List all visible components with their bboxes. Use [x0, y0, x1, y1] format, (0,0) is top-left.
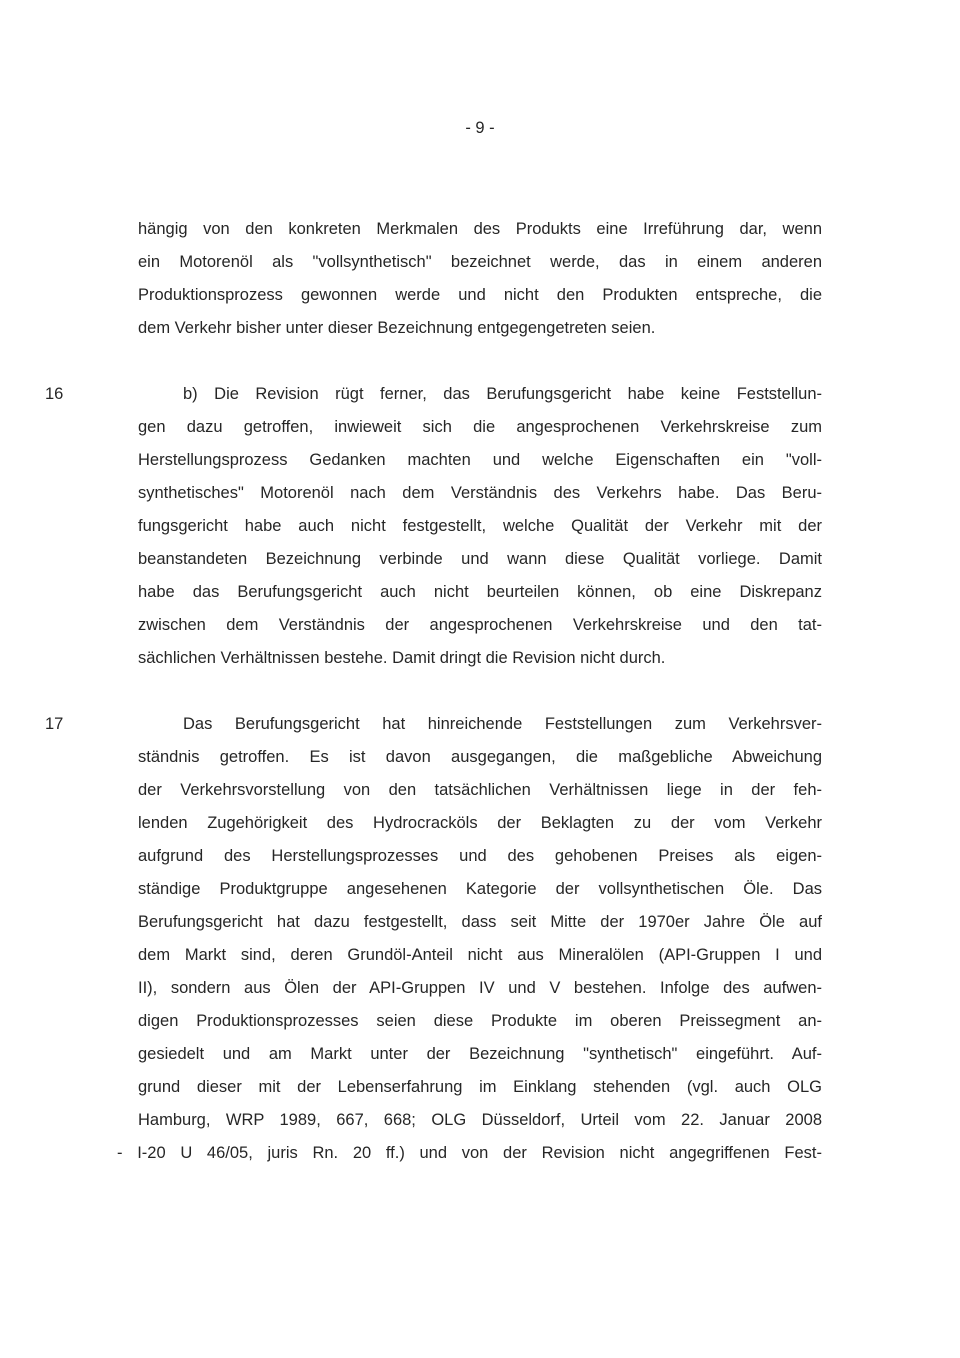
text-line: digen Produktionsprozesses seien diese Produkte im oberen Preissegment an-	[138, 1012, 822, 1030]
text-line: Berufungsgericht hat dazu festgestellt, dass seit Mitte der 1970er Jahre Öle auf	[138, 913, 822, 931]
text-line: gesiedelt und am Markt unter der Bezeichnung "synthetisch" eingeführt. Auf-	[138, 1045, 822, 1063]
margin-number: 17	[45, 715, 64, 733]
text-line: habe das Berufungsgericht auch nicht beurteilen können, ob eine Diskrepanz	[138, 583, 822, 601]
text-line: ein Motorenöl als "vollsynthetisch" bezeichnet werde, das in einem anderen	[138, 253, 822, 271]
text-line: b) Die Revision rügt ferner, das Berufungsgericht habe keine Feststellun-	[183, 385, 822, 403]
text-line: beanstandeten Bezeichnung verbinde und wann diese Qualität vorliege. Damit	[138, 550, 822, 568]
text-line: der Verkehrsvorstellung von den tatsächlichen Verhältnissen liege in der feh-	[138, 781, 822, 799]
text-line: Produktionsprozess gewonnen werde und nicht den Produkten entspreche, die	[138, 286, 822, 304]
text-line: dem Verkehr bisher unter dieser Bezeichnung entgegengetreten seien.	[138, 319, 656, 337]
text-line: - I-20 U 46/05, juris Rn. 20 ff.) und von der Revision nicht angegriffenen Fest-	[117, 1144, 822, 1162]
paragraph-16	[45, 378, 822, 675]
text-line: II), sondern aus Ölen der API-Gruppen IV und V bestehen. Infolge des aufwen-	[138, 979, 822, 997]
text-line: fungsgericht habe auch nicht festgestellt, welche Qualität der Verkehr mit der	[138, 517, 822, 535]
document-body	[45, 213, 822, 1170]
text-line: Herstellungsprozess Gedanken machten und welche Eigenschaften ein "voll-	[138, 451, 822, 469]
text-line: sächlichen Verhältnissen bestehe. Damit dringt die Revision nicht durch.	[138, 649, 666, 667]
text-line: dem Markt sind, deren Grundöl-Anteil nicht aus Mineralölen (API-Gruppen I und	[138, 946, 822, 964]
text-line: Hamburg, WRP 1989, 667, 668; OLG Düsseldorf, Urteil vom 22. Januar 2008	[138, 1111, 822, 1129]
text-line: aufgrund des Herstellungsprozesses und des gehobenen Preises als eigen-	[138, 847, 822, 865]
text-line: zwischen dem Verständnis der angesprochenen Verkehrskreise und den tat-	[138, 616, 822, 634]
text-line: lenden Zugehörigkeit des Hydrocracköls der Beklagten zu der vom Verkehr	[138, 814, 822, 832]
paragraph-17	[45, 708, 822, 1170]
text-line: gen dazu getroffen, inwieweit sich die angesprochenen Verkehrskreise zum	[138, 418, 822, 436]
text-line: synthetisches" Motorenöl nach dem Verständnis des Verkehrs habe. Das Beru-	[138, 484, 822, 502]
paragraph-continued	[138, 213, 822, 345]
text-line: hängig von den konkreten Merkmalen des Produkts eine Irreführung dar, wenn	[138, 220, 822, 238]
text-line: Das Berufungsgericht hat hinreichende Feststellungen zum Verkehrsver-	[183, 715, 822, 733]
margin-number: 16	[45, 385, 64, 403]
text-line: ständige Produktgruppe angesehenen Kategorie der vollsynthetischen Öle. Das	[138, 880, 822, 898]
text-line: grund dieser mit der Lebenserfahrung im Einklang stehenden (vgl. auch OLG	[138, 1078, 822, 1096]
page-number: - 9 -	[465, 119, 495, 137]
text-line: ständnis getroffen. Es ist davon ausgegangen, die maßgebliche Abweichung	[138, 748, 822, 766]
